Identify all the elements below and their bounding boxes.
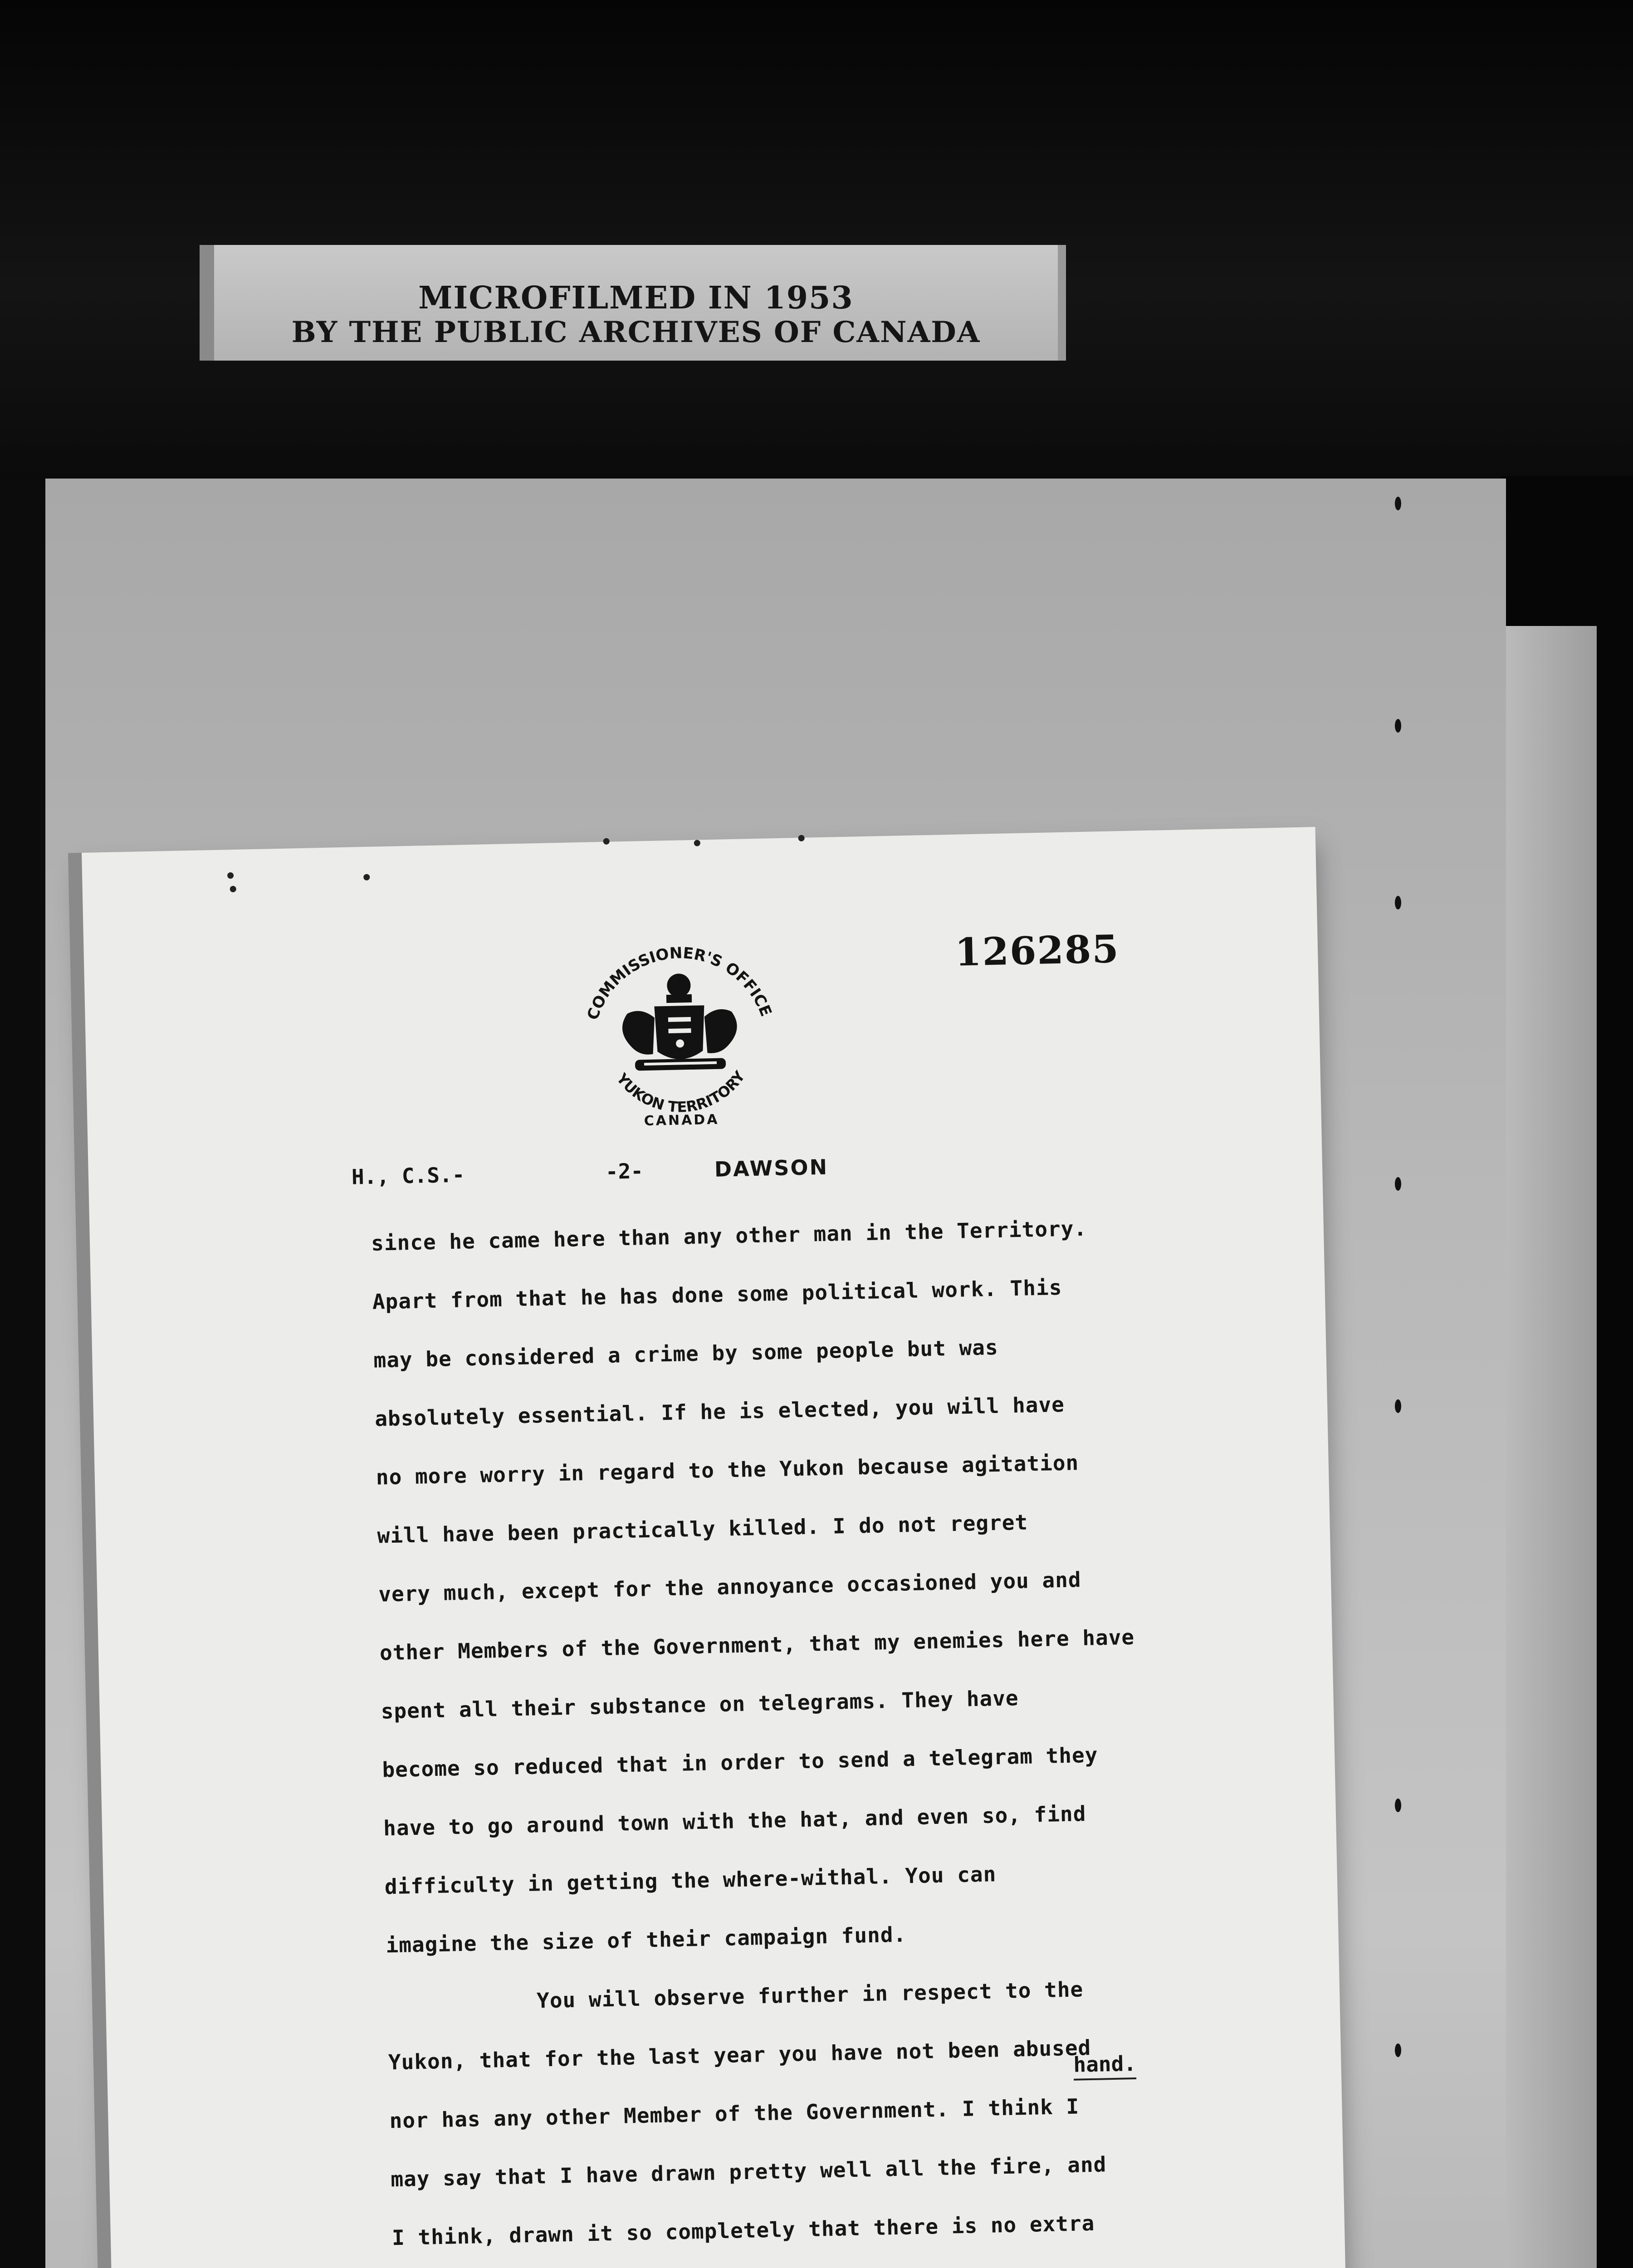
- body-line: may say that I have drawn pretty well all the fire, and: [390, 2152, 1107, 2192]
- letterhead-country: CANADA: [644, 1111, 719, 1129]
- header-place: DAWSON: [714, 1154, 829, 1182]
- body-line: nor has any other Member of the Government. I think I: [389, 2094, 1080, 2133]
- body-line: difficulty in getting the where-withal. You can: [384, 1862, 997, 1899]
- body-line: Apart from that he has done some political work. This: [372, 1275, 1062, 1314]
- body-line: very much, except for the annoyance occasioned you and: [378, 1567, 1082, 1607]
- body-line: have to go around town with the hat, and even so, find: [383, 1801, 1086, 1841]
- yukon-crest: [560, 929, 800, 1142]
- body-line: no more worry in regard to the Yukon because agitation: [376, 1450, 1079, 1490]
- body-line: may be considered a crime by some people but was: [373, 1334, 999, 1373]
- continuation-word: hand.: [1073, 2051, 1137, 2081]
- crest-emblem-icon: [560, 929, 800, 1142]
- body-line: You will observe further in respect to the: [536, 1977, 1084, 2013]
- body-line: I think, drawn it so completely that there is no extra: [391, 2210, 1095, 2250]
- microfilm-label-line2: BY THE PUBLIC ARCHIVES OF CANADA: [291, 315, 981, 349]
- body-line: imagine the size of their campaign fund.: [386, 1922, 907, 1958]
- body-line: absolutely essential. If he is elected, you will have: [374, 1392, 1065, 1431]
- header-page-number: -2-: [605, 1158, 644, 1184]
- body-line: Yukon, that for the last year you have not been abused: [388, 2035, 1091, 2075]
- microfilm-label-line1: MICROFILMED IN 1953: [418, 280, 854, 316]
- body-line: other Members of the Government, that my enemies here have: [379, 1624, 1135, 1665]
- document-number: 126285: [954, 926, 1120, 975]
- header-recipient: H., C.S.-: [351, 1162, 465, 1189]
- film-border-top: [0, 0, 1633, 481]
- svg-text:YUKON TERRITORY: YUKON TERRITORY: [613, 1068, 748, 1116]
- body-line: will have been practically killed. I do not regret: [377, 1510, 1028, 1548]
- body-line: become so reduced that in order to send a telegram they: [381, 1742, 1098, 1782]
- file-tab-edge: [1497, 626, 1597, 2268]
- letter-body: [371, 1195, 1301, 2268]
- letter-page: [82, 827, 1347, 2268]
- body-line: spent all their substance on telegrams. They have: [381, 1686, 1019, 1724]
- body-line: since he came here than any other man in the Territory.: [371, 1216, 1087, 1256]
- svg-text:COMMISSIONER'S OFFICE: COMMISSIONER'S OFFICE: [583, 944, 775, 1022]
- microfilm-label: [200, 245, 1066, 361]
